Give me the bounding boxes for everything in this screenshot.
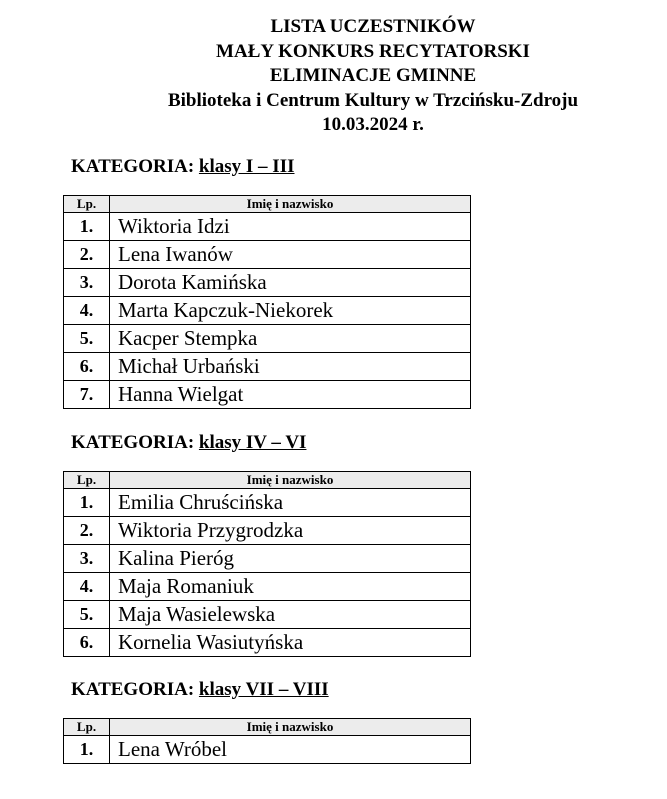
table-row <box>64 213 471 241</box>
lp-column-header: Lp. <box>64 472 110 489</box>
category-label: KATEGORIA: <box>71 679 195 700</box>
name-cell: Emilia Chruścińska <box>110 489 471 517</box>
name-cell: Maja Wasielewska <box>110 601 471 629</box>
table-row <box>64 297 471 325</box>
name-column-header: Imię i nazwisko <box>110 472 471 489</box>
table-header-row <box>64 472 471 489</box>
header-contest-name: MAŁY KONKURS RECYTATORSKI <box>216 40 530 62</box>
name-cell: Maja Romaniuk <box>110 573 471 601</box>
lp-cell: 4. <box>64 573 110 601</box>
lp-column-header: Lp. <box>64 719 110 736</box>
lp-cell: 6. <box>64 629 110 657</box>
participants-table <box>63 195 471 409</box>
lp-cell: 2. <box>64 517 110 545</box>
table-row <box>64 629 471 657</box>
table-header-row <box>64 719 471 736</box>
name-cell: Kornelia Wasiutyńska <box>110 629 471 657</box>
name-cell: Wiktoria Idzi <box>110 213 471 241</box>
category-heading <box>71 679 329 701</box>
name-cell: Kalina Pieróg <box>110 545 471 573</box>
table-row <box>64 601 471 629</box>
document-header <box>0 15 667 138</box>
lp-cell: 1. <box>64 736 110 764</box>
lp-cell: 1. <box>64 489 110 517</box>
header-date: 10.03.2024 r. <box>322 114 424 135</box>
name-cell: Hanna Wielgat <box>110 381 471 409</box>
table-row <box>64 241 471 269</box>
category-label: KATEGORIA: <box>71 156 195 177</box>
name-cell: Dorota Kamińska <box>110 269 471 297</box>
participants-table <box>63 471 471 657</box>
participants-table <box>63 718 471 764</box>
table-row <box>64 353 471 381</box>
header-title: LISTA UCZESTNIKÓW <box>270 16 476 37</box>
header-stage: ELIMINACJE GMINNE <box>269 65 477 86</box>
category-range: klasy I – III <box>198 156 295 177</box>
table-row <box>64 269 471 297</box>
header-venue: Biblioteka i Centrum Kultury w Trzcińsku-Zdroju <box>167 89 579 111</box>
category-heading <box>71 432 306 454</box>
lp-cell: 7. <box>64 381 110 409</box>
lp-column-header: Lp. <box>64 196 110 213</box>
lp-cell: 5. <box>64 325 110 353</box>
table-row <box>64 517 471 545</box>
table-row <box>64 545 471 573</box>
lp-cell: 2. <box>64 241 110 269</box>
table-row <box>64 573 471 601</box>
table-row <box>64 736 471 764</box>
table-row <box>64 489 471 517</box>
name-column-header: Imię i nazwisko <box>110 719 471 736</box>
name-cell: Marta Kapczuk-Niekorek <box>110 297 471 325</box>
name-column-header: Imię i nazwisko <box>110 196 471 213</box>
category-heading <box>71 156 295 178</box>
lp-cell: 3. <box>64 269 110 297</box>
category-range: klasy VII – VIII <box>198 679 329 700</box>
table-row <box>64 381 471 409</box>
name-cell: Kacper Stempka <box>110 325 471 353</box>
table-header-row <box>64 196 471 213</box>
category-label: KATEGORIA: <box>71 432 195 453</box>
table-row <box>64 325 471 353</box>
lp-cell: 6. <box>64 353 110 381</box>
name-cell: Wiktoria Przygrodzka <box>110 517 471 545</box>
name-cell: Lena Wróbel <box>110 736 471 764</box>
name-cell: Lena Iwanów <box>110 241 471 269</box>
lp-cell: 4. <box>64 297 110 325</box>
name-cell: Michał Urbański <box>110 353 471 381</box>
lp-cell: 1. <box>64 213 110 241</box>
category-range: klasy IV – VI <box>198 432 307 453</box>
lp-cell: 5. <box>64 601 110 629</box>
lp-cell: 3. <box>64 545 110 573</box>
